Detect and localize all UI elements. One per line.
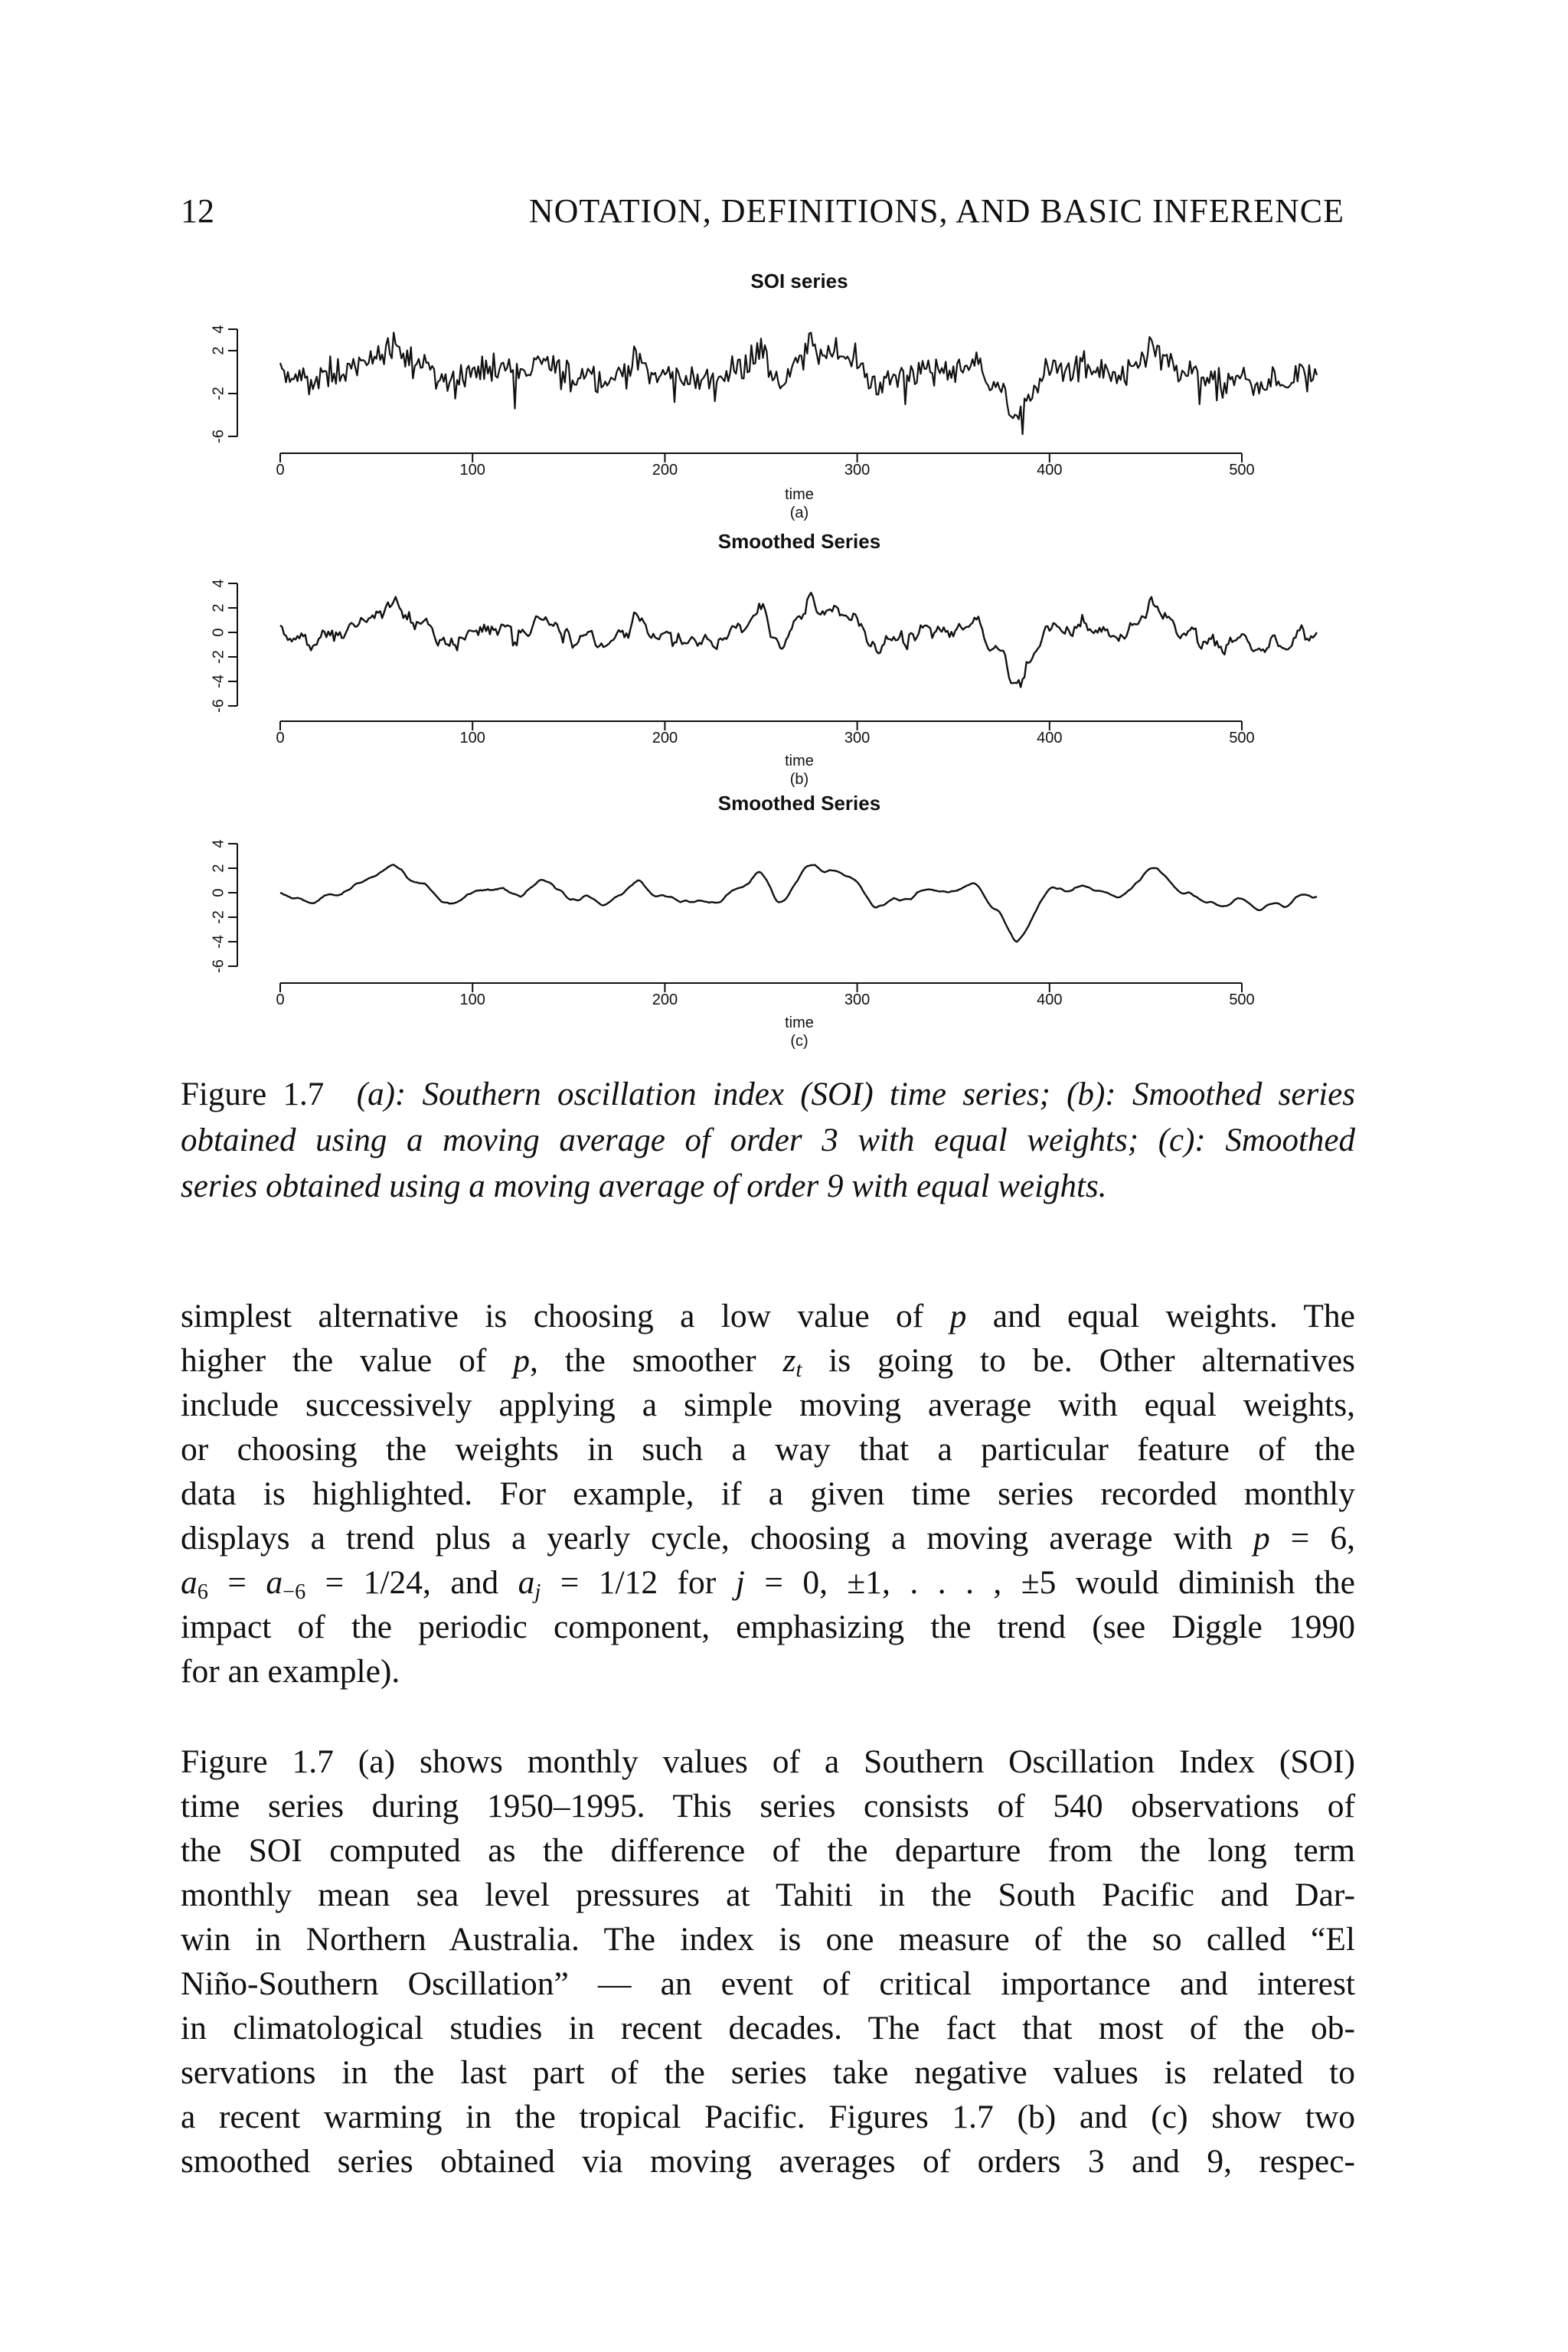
panel-a-x-tick-label: 100 bbox=[459, 462, 485, 479]
panel-b-y-tick-label: 0 bbox=[210, 628, 227, 637]
page-number: 12 bbox=[181, 192, 214, 230]
panel-b-series-line bbox=[280, 593, 1317, 687]
body-line: displays a trend plus a yearly cycle, choosing a moving average with p = 6, bbox=[181, 1520, 1355, 1557]
figure-1-7 bbox=[0, 0, 1568, 1072]
running-title: NOTATION, DEFINITIONS, AND BASIC INFERENCE bbox=[528, 192, 1344, 230]
body-paragraph-2 bbox=[181, 1740, 1355, 2184]
figure-caption bbox=[181, 1072, 1355, 1210]
body-line: win in Northern Australia. The index is one measure of the so called “El bbox=[181, 1921, 1355, 1958]
body-line: Figure 1.7 (a) shows monthly values of a Southern Oscillation Index (SOI) bbox=[181, 1743, 1355, 1780]
panel-c-y-tick-label: 0 bbox=[210, 888, 227, 897]
panel-b-y-tick-label: -6 bbox=[210, 699, 227, 713]
panel-a-x-tick-label: 500 bbox=[1229, 462, 1255, 479]
body-line: monthly mean sea level pressures at Tahiti in the South Pacific and Dar- bbox=[181, 1877, 1355, 1913]
body-line: impact of the periodic component, emphasizing the trend (see Diggle 1990 bbox=[181, 1609, 1355, 1645]
body-line: time series during 1950–1995. This series consists of 540 observations of bbox=[181, 1788, 1355, 1824]
panel-a-y-tick-label: 4 bbox=[210, 325, 227, 334]
panel-b-x-tick-label: 500 bbox=[1229, 730, 1255, 746]
panel-b-x-label: time bbox=[785, 753, 814, 769]
body-line: a recent warming in the tropical Pacific. Figures 1.7 (b) and (c) show two bbox=[181, 2099, 1355, 2135]
panel-b-x-tick-label: 300 bbox=[844, 730, 871, 746]
panel-a-title: SOI series bbox=[750, 270, 848, 292]
panel-a-y-tick-label: -6 bbox=[210, 430, 227, 443]
body-line: include successively applying a simple moving average with equal weights, bbox=[181, 1387, 1355, 1423]
panel-a-y-tick-label: -2 bbox=[210, 387, 227, 400]
panel-a-x-tick-label: 200 bbox=[652, 462, 678, 479]
panel-c-x-tick-label: 500 bbox=[1229, 991, 1255, 1008]
panel-c-y-tick-label: -6 bbox=[210, 959, 227, 973]
body-line: the SOI computed as the difference of the departure from the long term bbox=[181, 1832, 1355, 1869]
panel-c-x-tick-label: 400 bbox=[1037, 991, 1063, 1008]
panel-a-x-tick-label: 400 bbox=[1037, 462, 1063, 479]
body-line: or choosing the weights in such a way that a particular feature of the bbox=[181, 1431, 1355, 1468]
body-line: smoothed series obtained via moving averages of orders 3 and 9, respec- bbox=[181, 2143, 1355, 2180]
body-paragraph-1 bbox=[181, 1294, 1355, 1694]
panel-b-x-tick-label: 200 bbox=[652, 730, 678, 746]
panel-c-title: Smoothed Series bbox=[717, 792, 881, 815]
panel-b-y-tick-label: -2 bbox=[210, 650, 227, 664]
panel-a-x-label: time bbox=[785, 486, 814, 503]
body-line: $a_6 = a_{-6} = 1/24$, and $a_j = 1/12$ for j = 0, ±1, . . . , ±5 would diminish the bbox=[181, 1564, 1355, 1605]
panel-c-sublabel: (c) bbox=[790, 1033, 808, 1050]
body-line: for an example). bbox=[181, 1653, 400, 1690]
caption-line: series obtained using a moving average of order 9 with equal weights. bbox=[181, 1168, 1107, 1204]
panel-a-x-tick-label: 300 bbox=[844, 462, 871, 479]
panel-b-y-tick-label: -4 bbox=[210, 675, 227, 688]
caption-line: obtained using a moving average of order 3 with equal weights; (c): Smoothed bbox=[181, 1122, 1355, 1158]
panel-c-y-tick-label: 2 bbox=[210, 864, 227, 873]
body-line: in climatological studies in recent decades. The fact that most of the ob- bbox=[181, 2010, 1355, 2047]
panel-b-x-tick-label: 100 bbox=[459, 730, 485, 746]
caption-line: (a): Southern oscillation index (SOI) time series; (b): Smoothed series bbox=[356, 1076, 1355, 1112]
panel-b-x-tick-label: 400 bbox=[1037, 730, 1063, 746]
panel-c-x-label: time bbox=[785, 1014, 814, 1031]
body-line: data is highlighted. For example, if a given time series recorded monthly bbox=[181, 1475, 1355, 1512]
panel-c-x-tick-label: 100 bbox=[459, 991, 485, 1008]
panel-b-y-tick-label: 4 bbox=[210, 579, 227, 588]
body-line: servations in the last part of the series take negative values is related to bbox=[181, 2054, 1355, 2091]
body-line: simplest alternative is choosing a low value of p and equal weights. The bbox=[181, 1298, 1355, 1334]
panel-c-x-tick-label: 0 bbox=[276, 991, 285, 1008]
panel-b-y-tick-label: 2 bbox=[210, 603, 227, 612]
body-line: higher the value of p, the smoother $z_t$ is going to be. Other alternatives bbox=[181, 1342, 1355, 1383]
panel-b-sublabel: (b) bbox=[789, 771, 809, 788]
panel-b-x-tick-label: 0 bbox=[276, 730, 285, 746]
panel-a-y-tick-label: 2 bbox=[210, 346, 227, 355]
panel-c-x-tick-label: 200 bbox=[652, 991, 678, 1008]
caption-label: Figure 1.7 bbox=[181, 1076, 325, 1112]
panel-a-series-line bbox=[280, 332, 1317, 434]
panel-a-sublabel: (a) bbox=[789, 505, 809, 521]
panel-c-series-line bbox=[280, 865, 1317, 942]
panel-b-title: Smoothed Series bbox=[717, 530, 881, 553]
panel-c-x-tick-label: 300 bbox=[844, 991, 871, 1008]
body-line: Niño-Southern Oscillation” — an event of critical importance and interest bbox=[181, 1965, 1355, 2002]
panel-c-y-tick-label: -4 bbox=[210, 935, 227, 949]
panel-a-x-tick-label: 0 bbox=[276, 462, 285, 479]
panel-c-y-tick-label: 4 bbox=[210, 839, 227, 848]
panel-c-y-tick-label: -2 bbox=[210, 910, 227, 924]
